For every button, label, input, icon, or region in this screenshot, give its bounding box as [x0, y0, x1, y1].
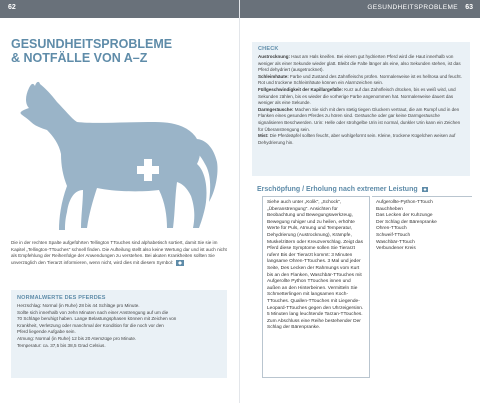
intro-paragraph: [11, 240, 231, 266]
check-item-text: Kurz auf das Zahnfleisch drücken, bis es weiß wird, und Sekunden zählen, bis es wieder die vorherige Farbe angenommen hat. Normalerweise dauert das weniger als eine Sekunde.: [258, 86, 456, 106]
list-item: Aufgerollte-Python-TTouch: [376, 200, 433, 205]
list-item: Ohren-TTouch: [376, 226, 407, 232]
normal-values-line: Pferd liegende Aufgabe sein.: [17, 329, 76, 335]
page-title-line1: GESUNDHEITSPROBLEME: [11, 37, 173, 51]
normal-values-line: Krankheit, Verletzung oder manchmal der Kondition für die noch vor den: [17, 322, 164, 328]
check-item-label: Darmgeräusche:: [258, 106, 294, 112]
normal-values-line: Sollte sich innerhalb von zehn Minuten nach einer Anstrengung auf um die: [17, 309, 169, 315]
normal-values-line: Herzschlag: Normal (in Ruhe) 28 bis 44 Schläge pro Minute.: [17, 303, 140, 308]
check-item-label: Füllgeschwindigkeit der Kapillargefäße:: [258, 86, 344, 92]
left-page-number: 62: [8, 4, 16, 11]
right-header-bar: [240, 0, 480, 18]
horse-body: [20, 82, 206, 230]
list-item: Verbundener Kreis: [376, 246, 416, 252]
normal-values-heading: NORMALWERTE DES PFERDES: [17, 295, 106, 301]
check-item-text: Die Pferdeäpfel sollten feucht, aber wohlgeformt sein. Kleine, trockene Kügelchen weisen auf Dehydrierung hin.: [258, 133, 456, 145]
left-header-bar: [0, 0, 240, 18]
check-item: [258, 133, 464, 146]
check-item: [258, 54, 464, 74]
check-item-label: Schleimhäute:: [258, 73, 289, 79]
section-title: [257, 186, 467, 193]
horse-silhouette-icon: [5, 70, 235, 240]
check-item-label: Austrocknung:: [258, 54, 290, 59]
vet-alert-icon: [422, 187, 428, 192]
normal-values-line: Temperatur: ca. 37,5 bis 38,5 Grad Celsius.: [17, 342, 106, 348]
horse-illustration: [5, 70, 235, 240]
normal-values-line: Atmung: Normal (in Ruhe) 12 bis 20 Atemzüge pro Minute.: [17, 335, 137, 341]
list-item: Schweif-TTouch: [376, 232, 411, 238]
page-title-line2: & NOTFÄLLE VON A–Z: [11, 51, 148, 65]
ttouch-list-column: [372, 196, 472, 256]
page-title: [11, 37, 221, 65]
right-page: [240, 0, 480, 403]
check-item-text: Haut am Hals kneifen. Bei einem gut hydrierten Pferd wird die Haut innerhalb von weniger als einer Sekunde wieder glatt. Bleibt die Falte länger als eine, also Sekunden stehen, ist das Pferd dehydriert (ausgetrocknet).: [258, 54, 461, 73]
normal-values-box: [11, 290, 227, 378]
check-item-text: Machen Sie sich mit dem stetig tiegen Gluckern vertraut, die am Rumpf und in den Flanken eines gesunden Pferdes zu hören sind. Geräusche oder gar keine Darmgeräusche signalisieren Beschwerden. Urin: Helle oder strohgelbe Urin ist normal, dunkler Urin kann ein Zeichen für Überanstrengung sein.: [258, 106, 461, 132]
check-item-text: Farbe und Zustand des Zahnfleischs prüfen. Normalerweise ist es hellrosa und feucht. Rot und trockene Schleimhäute können ein Alarmzeichen sein.: [258, 73, 462, 86]
symptoms-text: Siehe auch unter „Kolik", „Schock", „Überanstrengung". Ansichten für Beobachtung und Bewegungswerkzeug, Bewegung ruhiger und zu heilen, erhöhte Werte für Puls, Atmung und Temperatur, Dehydrierung (Austrocknung), Krämpfe, Muskelzittern oder Kreuzverschlag. Zeigt das Pferd diese Symptome sollen Sie Tierarzt rufen! Bis der Tierarzt kommt: 3 Minuten langsame Ohren-TTouches. 3 Mal und jeder Seite, Des Lecken der Rahmungs vom Kurt bis an den Flanken, Waschbär-TTouches mit Aufgerollte Python TTouches innen und außen an den Hinterbeinen. Vermitteln Sie Schmetterlingen mit langsamen Koch-TTouches. Quallen-TTouches mit Liegende-Leopard-TTouches gegen den Uhrzeigersinn. 5 Minuten lang leuchtende Tarzan-TTouches. Zum Abschluss eine Reihe bestehender Der Schlag der Bärenpranke.: [267, 200, 364, 331]
ttouch-list: [376, 200, 468, 253]
vet-alert-icon: [176, 260, 184, 266]
intro-text: Die in der rechten Spalte aufgeführten Tellington TTouches sind alphabetisch sortiert, damit Sie sie im Kapitel „Tellington-TTouches" schnell finden. Die Aufteilung stellt also keine Wertung dar und ist auch nicht als Empfehlung der Reihenfolge der Anwendungen zu verstehen. Bei akuten Krankheiten sollten Sie unverzüglich den Tierarzt informieren, wenn nicht, wird dies mit diesem Symbol:: [11, 240, 227, 265]
normal-values-text: [17, 303, 221, 349]
check-item: [258, 87, 464, 107]
list-item: Der Schlag der Bärenpranke: [376, 219, 437, 225]
list-item: Das Lecken der Kuhzunge: [376, 213, 433, 219]
right-page-number: 63: [465, 4, 473, 11]
check-heading: CHECK: [258, 46, 279, 52]
check-item: [258, 74, 464, 87]
running-header-title: GESUNDHEITSPROBLEME: [367, 4, 458, 11]
normal-values-line: 70 Schläge beruhigt haben. Lange Belastungsphasen können mit Zeichen von: [17, 316, 177, 322]
check-item-label: Mist:: [258, 133, 269, 139]
list-item: Bauchheben: [376, 206, 403, 212]
list-item: Waschbär-TTouch: [376, 239, 415, 245]
check-box: [252, 42, 470, 176]
section-title-text: Erschöpfung / Erholung nach extremer Leistung: [257, 186, 418, 193]
check-item: [258, 107, 464, 133]
symptoms-column: [262, 196, 370, 378]
